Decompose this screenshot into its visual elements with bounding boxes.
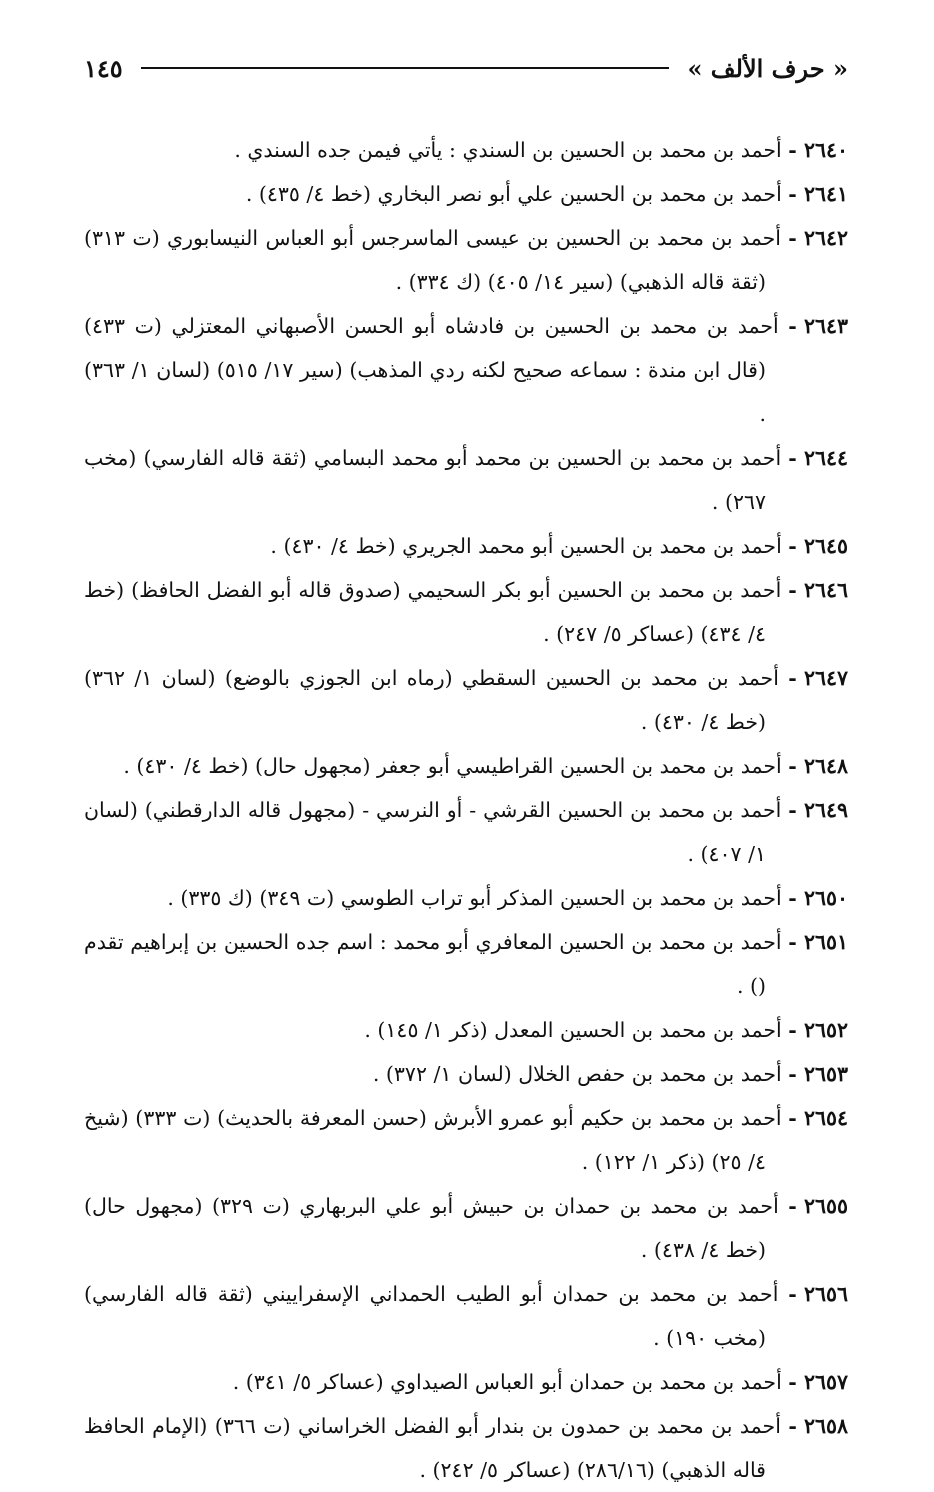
entry-text: أحمد بن محمد بن حفص الخلال (لسان ١/ ٣٧٢) . [372,1062,782,1086]
entry-text: أحمد بن محمد بن الحسين المذكر أبو تراب الطوسي (ت ٣٤٩) (ك ٣٣٥) . [167,886,782,910]
entry-number: ٢٦٥٥ - [788,1194,848,1218]
entry-2648 [84,744,848,788]
entry-2641 [84,172,848,216]
entry-text: أحمد بن محمد بن الحسين أبو محمد الجريري (خط ٤/ ٤٣٠) . [270,534,782,558]
entry-2654 [84,1096,848,1184]
entry-2645 [84,524,848,568]
entry-number: ٢٦٤٩ - [788,798,848,822]
entry-number: ٢٦٤٨ - [788,754,848,778]
entry-text: أحمد بن محمد بن الحسين المعدل (ذكر ١/ ١٤٥) . [364,1018,782,1042]
entry-number: ٢٦٥٧ - [788,1370,848,1394]
entry-number: ٢٦٤١ - [788,182,848,206]
entry-number: ٢٦٥٤ - [788,1106,848,1130]
entry-number: ٢٦٥٨ - [788,1414,849,1438]
entry-number: ٢٦٤٣ - [788,314,848,338]
entry-2643 [84,304,848,436]
page-header [84,46,848,90]
entry-text: أحمد بن محمد بن الحسين بن محمد أبو محمد البسامي (ثقة قاله الفارسي) (مخب ٢٦٧) . [84,446,782,514]
entry-text: أحمد بن محمد بن الحسين المعافري أبو محمد : اسم جده الحسين بن إبراهيم تقدم () . [84,930,782,998]
entry-2651 [84,920,848,1008]
entry-number: ٢٦٤٦ - [788,578,848,602]
page-number: ١٤٥ [84,53,123,83]
entry-2640 [84,128,848,172]
chapter-title: « حرف الألف » [687,53,848,83]
entry-text: أحمد بن محمد بن الحسين علي أبو نصر البخاري (خط ٤/ ٤٣٥) . [245,182,782,206]
entry-number: ٢٦٤٠ - [788,138,848,162]
entry-text: أحمد بن محمد بن الحسين السقطي (رماه ابن الجوزي بالوضع) (لسان ١/ ٣٦٢) (خط ٤/ ٤٣٠) . [84,666,779,734]
entry-2649 [84,788,848,876]
entry-2657 [84,1360,848,1404]
entry-2644 [84,436,848,524]
entry-2642 [84,216,848,304]
entry-number: ٢٦٥٦ - [788,1282,848,1306]
entry-text: أحمد بن محمد بن الحسين بن عيسى الماسرجس أبو العباس النيسابوري (ت ٣١٣) (ثقة قاله الذهبي) (سير ١٤/ ٤٠٥) (ك ٣٣٤) . [84,226,781,294]
entry-number: ٢٦٤٥ - [788,534,848,558]
entry-2658 [84,1404,848,1492]
entry-list [84,128,848,1492]
entry-number: ٢٦٤٤ - [788,446,848,470]
entry-text: أحمد بن محمد بن الحسين بن السندي : يأتي فيمن جده السندي . [234,138,782,162]
entry-number: ٢٦٥٠ - [788,886,848,910]
entry-number: ٢٦٥٢ - [788,1018,848,1042]
entry-2656 [84,1272,848,1360]
entry-number: ٢٦٥١ - [788,930,848,954]
entry-text: أحمد بن محمد بن الحسين بن فادشاه أبو الحسن الأصبهاني المعتزلي (ت ٤٣٣) (قال ابن مندة : سماعه صحيح لكنه ردي المذهب) (سير ١٧/ ٥١٥) (لسان ١/ ٣٦٣) . [84,314,779,426]
entry-text: أحمد بن محمد بن الحسين القرشي - أو النرسي - (مجهول قاله الدارقطني) (لسان ١/ ٤٠٧) . [84,798,782,866]
entry-2647 [84,656,848,744]
entry-text: أحمد بن محمد بن حمدان بن حبيش أبو علي البربهاري (ت ٣٢٩) (مجهول حال) (خط ٤/ ٤٣٨) . [84,1194,779,1262]
entry-number: ٢٦٤٧ - [788,666,848,690]
entry-text: أحمد بن محمد بن حكيم أبو عمرو الأبرش (حسن المعرفة بالحديث) (ت ٣٣٣) (شيخ ٤/ ٢٥) (ذكر ١/ ١٢٢) . [84,1106,782,1174]
entry-text: أحمد بن محمد بن حمدون بن بندار أبو الفضل الخراساني (ت ٣٦٦) (الإمام الحافظ قاله الذهبي) (٢٨٦/١٦) (عساكر ٥/ ٢٤٢) . [84,1414,781,1482]
entry-2653 [84,1052,848,1096]
header-rule [141,67,670,69]
entry-text: أحمد بن محمد بن حمدان أبو العباس الصيداوي (عساكر ٥/ ٣٤١) . [232,1370,782,1394]
entry-2655 [84,1184,848,1272]
entry-text: أحمد بن محمد بن حمدان أبو الطيب الحمداني الإسفراييني (ثقة قاله الفارسي) (مخب ١٩٠) . [84,1282,779,1350]
entry-text: أحمد بن محمد بن الحسين القراطيسي أبو جعفر (مجهول حال) (خط ٤/ ٤٣٠) . [123,754,782,778]
entry-number: ٢٦٤٢ - [788,226,848,250]
entry-number: ٢٦٥٣ - [788,1062,848,1086]
entry-2652 [84,1008,848,1052]
entry-2646 [84,568,848,656]
entry-text: أحمد بن محمد بن الحسين أبو بكر السحيمي (صدوق قاله أبو الفضل الحافظ) (خط ٤/ ٤٣٤) (عساكر ٥/ ٢٤٧) . [84,578,782,646]
entry-2650 [84,876,848,920]
